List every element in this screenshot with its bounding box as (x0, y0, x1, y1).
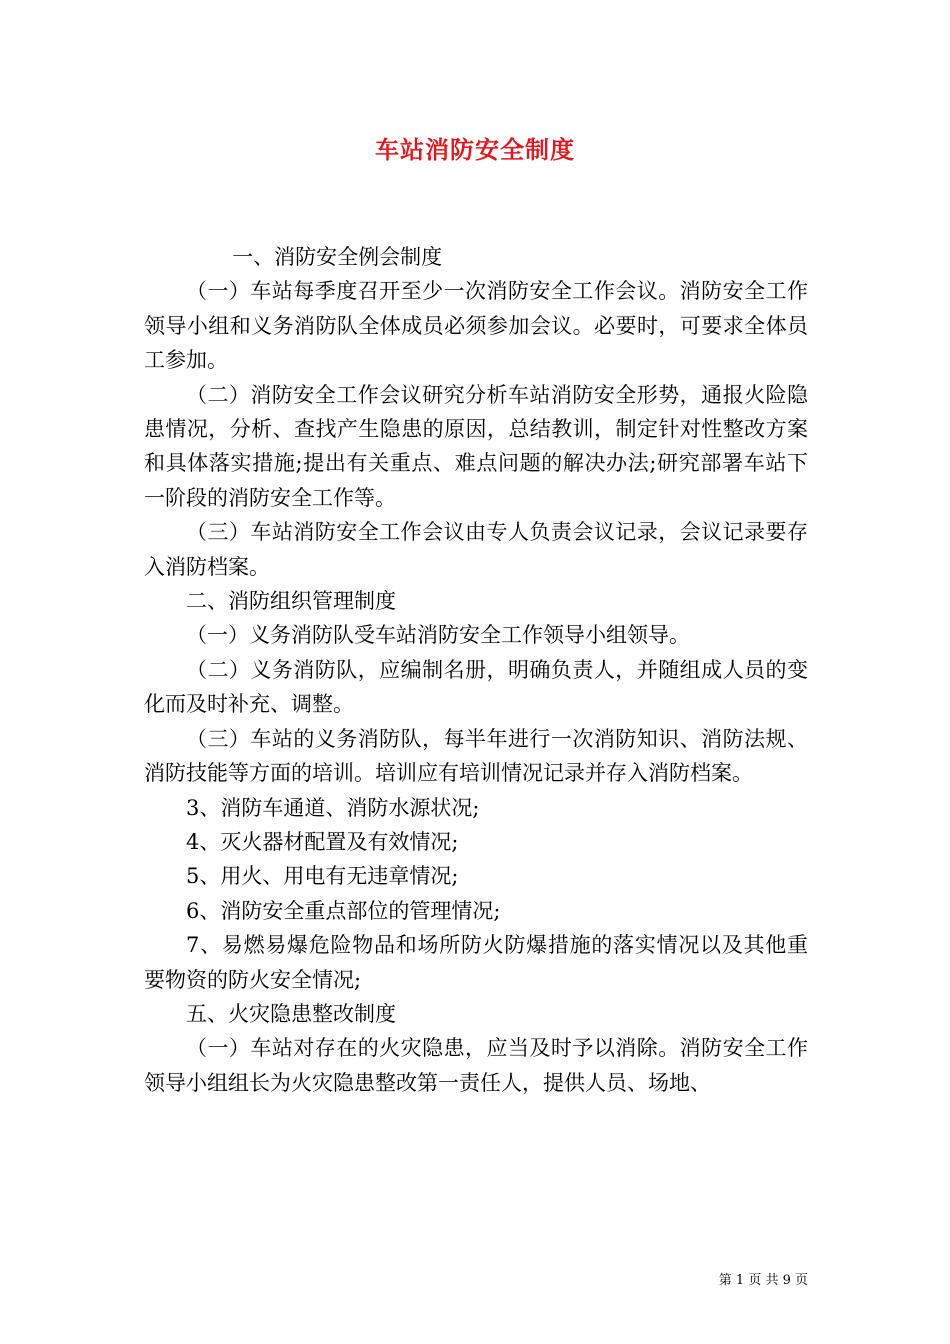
paragraph: （二）义务消防队，应编制名册，明确负责人，并随组成人员的变化而及时补充、调整。 (144, 657, 808, 717)
paragraph: （一）车站每季度召开至少一次消防安全工作会议。消防安全工作领导小组和义务消防队全体成员必须参加会议。必要时，可要求全体员工参加。 (144, 279, 808, 373)
list-item: 3、消防车通道、消防水源状况; (186, 795, 480, 820)
paragraph: （一）车站对存在的火灾隐患，应当及时予以消除。消防安全工作领导小组组长为火灾隐患整改第一责任人，提供人员、场地、 (144, 1036, 808, 1095)
list-item: 6、消防安全重点部位的管理情况; (186, 898, 501, 923)
document-title: 车站消防安全制度 (375, 136, 575, 164)
list-item: 7、易燃易爆危险物品和场所防火防爆措施的落实情况以及其他重要物资的防火安全情况; (144, 933, 808, 992)
paragraph: （一）义务消防队受车站消防安全工作领导小组领导。 (186, 623, 690, 648)
paragraph: （三）车站消防安全工作会议由专人负责会议记录，会议记录要存入消防档案。 (144, 520, 808, 579)
paragraph: （三）车站的义务消防队，每半年进行一次消防知识、消防法规、消防技能等方面的培训。培训应有培训情况记录并存入消防档案。 (144, 726, 808, 786)
section-heading-1: 一、消防安全例会制度 (232, 245, 443, 269)
document-body (144, 240, 808, 1100)
section-heading-2: 二、消防组织管理制度 (186, 589, 396, 614)
list-item: 4、灭火器材配置及有效情况; (186, 829, 459, 854)
paragraph: （二）消防安全工作会议研究分析车站消防安全形势，通报火险隐患情况，分析、查找产生隐患的原因，总结教训，制定针对性整改方案和具体落实措施;提出有关重点、难点问题的解决办法;研究部署车站下一阶段的消防安全工作等。 (144, 382, 808, 510)
list-item: 5、用火、用电有无违章情况; (186, 864, 459, 889)
section-heading-5: 五、火灾隐患整改制度 (186, 1001, 396, 1026)
page-number: 第 1 页 共 9 页 (718, 1273, 808, 1288)
